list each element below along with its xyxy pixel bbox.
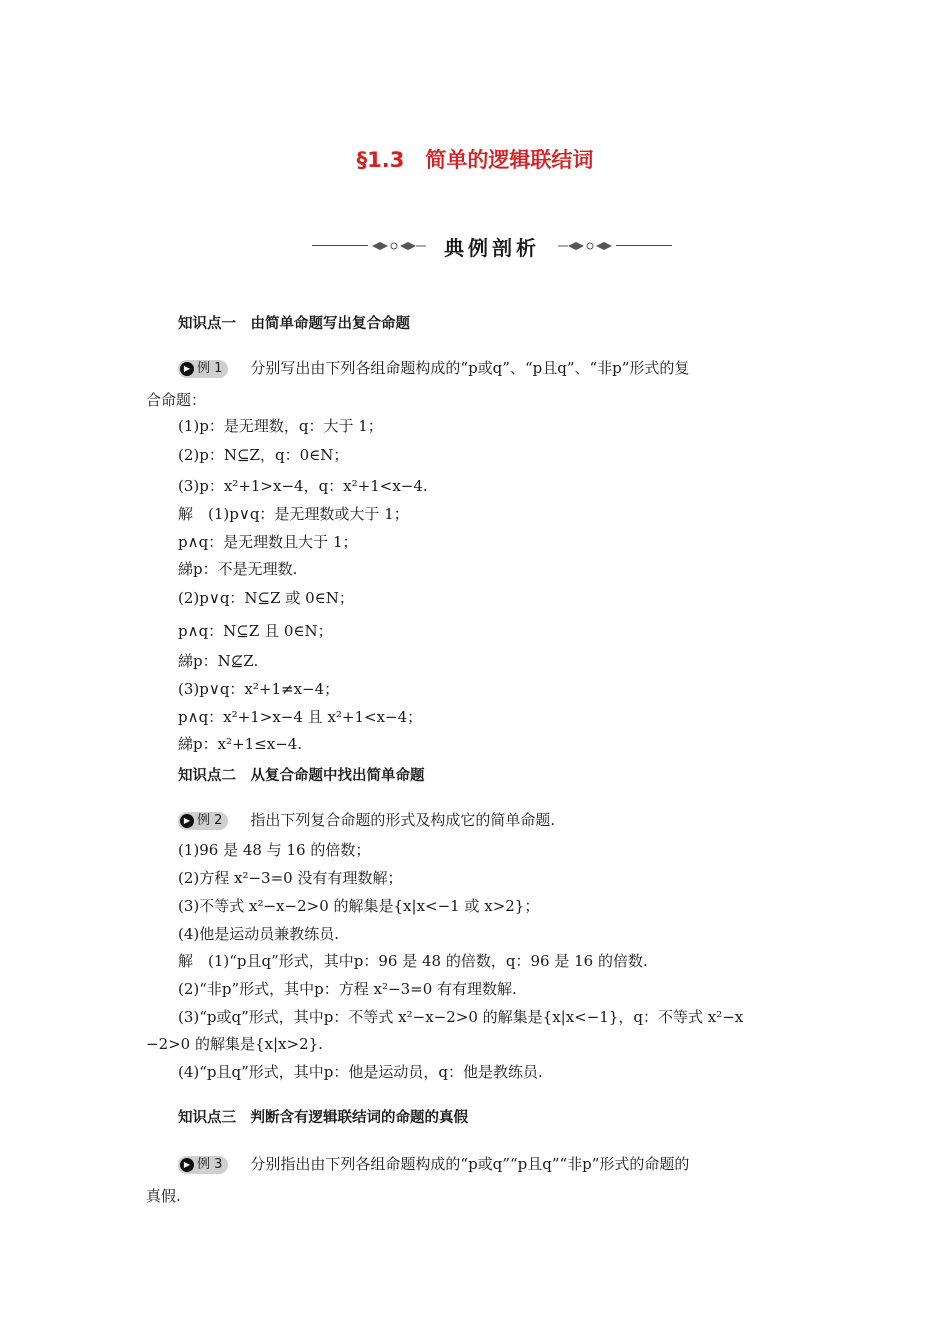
example-badge: ▶ 例 3 [178,1156,228,1174]
text-line: (2)p：N⊆Z，q：0∈N； [178,446,349,464]
text-line: p∧q：是无理数且大于 1； [178,533,358,551]
text-line: (4)“p且q”形式，其中p：他是运动员，q：他是教练员. [178,1063,543,1081]
text-line: 綈p：不是无理数. [178,560,298,578]
text-line: p∧q：N⊆Z 且 0∈N； [178,622,333,640]
section-heading: 知识点一 由简单命题写出复合命题 [178,316,410,332]
example-2: ▶ 例 2 指出下列复合命题的形式及构成它的简单命题. [178,806,808,834]
text-line: (3)p：x²+1>x−4，q：x²+1<x−4. [178,477,428,495]
banner-line-right [616,245,672,246]
banner-text: 典例剖析 [444,236,540,260]
text-line: (3)不等式 x²−x−2>0 的解集是{x|x<−1 或 x>2}； [178,897,540,915]
text-line: (3)p∨q：x²+1≠x−4； [178,680,340,698]
text-line: (1)96 是 48 与 16 的倍数； [178,841,371,859]
section-heading: 知识点三 判断含有逻辑联结词的命题的真假 [178,1110,468,1126]
text-line: 解 (1)p∨q：是无理数或大于 1； [178,505,409,523]
text-line: (1)p：是无理数，q：大于 1； [178,417,383,435]
example-3-continuation: 真假. [146,1187,181,1205]
example-1: ▶ 例 1 分别写出由下列各组命题构成的“p或q”、“p且q”、“非p”形式的复 [178,354,808,382]
example-badge: ▶ 例 2 [178,812,228,830]
diamond-ornament-icon [558,238,614,254]
text-line: (2)“非p”形式，其中p：方程 x²−3=0 有有理数解. [178,980,517,998]
text-line: (3)“p或q”形式，其中p：不等式 x²−x−2>0 的解集是{x|x<−1}，q：不等式 x²−x [178,1008,744,1026]
example-1-continuation: 合命题： [146,391,207,409]
section-heading: 知识点二 从复合命题中找出简单命题 [178,768,425,784]
play-icon: ▶ [180,362,194,376]
section-banner [312,232,672,260]
text-line: 綈p：x²+1≤x−4. [178,735,303,753]
example-3: ▶ 例 3 分别指出由下列各组命题构成的“p或q”“p且q”“非p”形式的命题的 [178,1150,808,1178]
play-icon: ▶ [180,814,194,828]
text-line: (4)他是运动员兼教练员. [178,925,340,943]
text-line: p∧q：x²+1>x−4 且 x²+1<x−4； [178,708,423,726]
play-icon: ▶ [180,1158,194,1172]
example-badge: ▶ 例 1 [178,360,228,378]
text-line: −2>0 的解集是{x|x>2}. [146,1035,323,1053]
text-line: 綈p：N⊈Z. [178,652,259,670]
text-line: (2)方程 x²−3=0 没有有理数解； [178,869,403,887]
page-title: §1.3 简单的逻辑联结词 [356,148,594,172]
text-line: 解 (1)“p且q”形式，其中p：96 是 48 的倍数，q：96 是 16 的倍数. [178,952,648,970]
text-line: (2)p∨q：N⊆Z 或 0∈N； [178,589,354,607]
